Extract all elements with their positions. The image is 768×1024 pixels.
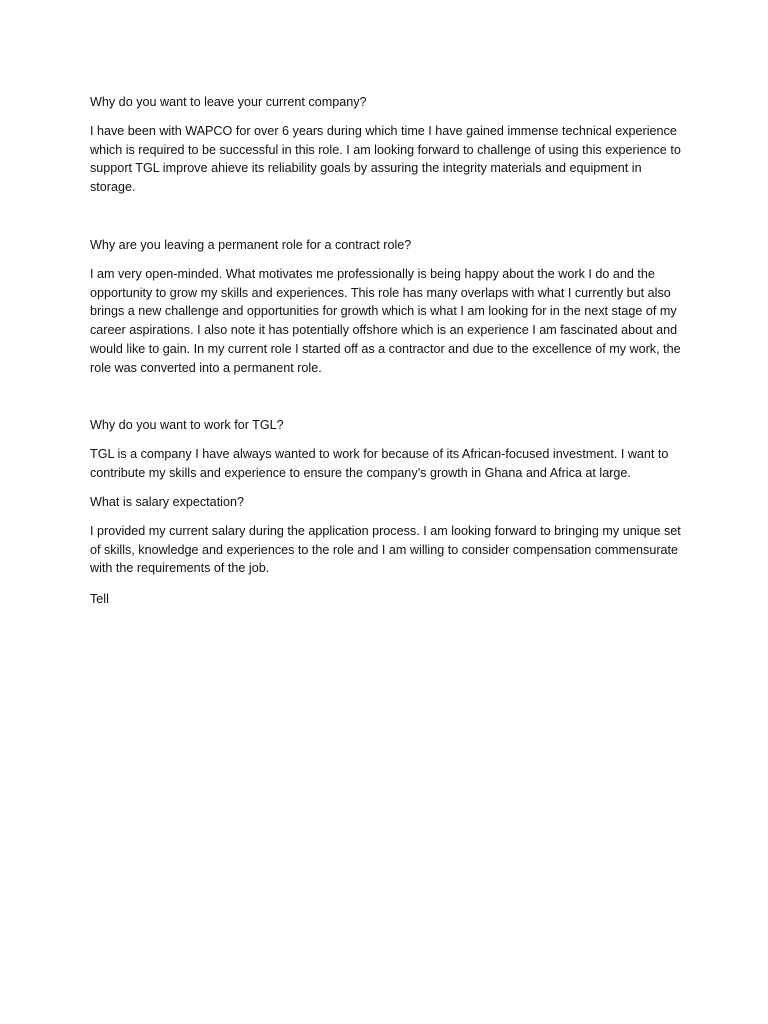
question-why-tgl: Why do you want to work for TGL? xyxy=(90,418,284,432)
question-leave-company: Why do you want to leave your current company? xyxy=(90,95,367,109)
answer-leave-company: I have been with WAPCO for over 6 years during which time I have gained immense technical experience which is required to be successful in this role. I am looking forward to challenge of using this experience to support TGL improve ahieve its reliability goals by assuring the integrity materials and equipment in storage. xyxy=(90,124,681,195)
question-permanent-vs-contract: Why are you leaving a permanent role for a contract role? xyxy=(90,238,412,252)
answer-salary-expectation: I provided my current salary during the application process. I am looking forward to bringing my unique set of skills, knowledge and experiences to the role and I am willing to consider compensation commensurate with the requirements of the job. xyxy=(90,524,681,576)
trailing-text: Tell xyxy=(90,592,109,606)
question-salary-expectation: What is salary expectation? xyxy=(90,495,244,509)
answer-permanent-vs-contract: I am very open-minded. What motivates me professionally is being happy about the work I do and the opportunity to grow my skills and experiences. This role has many overlaps with what I currently but also brings a new challenge and opportunities for growth which is what I am looking for in the next stage of my career aspirations. I also note it has potentially offshore which is an experience I am fascinated about and would like to gain. In my current role I started off as a contractor and due to the excellence of my work, the role was converted into a permanent role. xyxy=(90,267,681,375)
answer-why-tgl: TGL is a company I have always wanted to work for because of its African-focused investment. I want to contribute my skills and experience to ensure the company’s growth in Ghana and Africa at large. xyxy=(90,447,669,480)
